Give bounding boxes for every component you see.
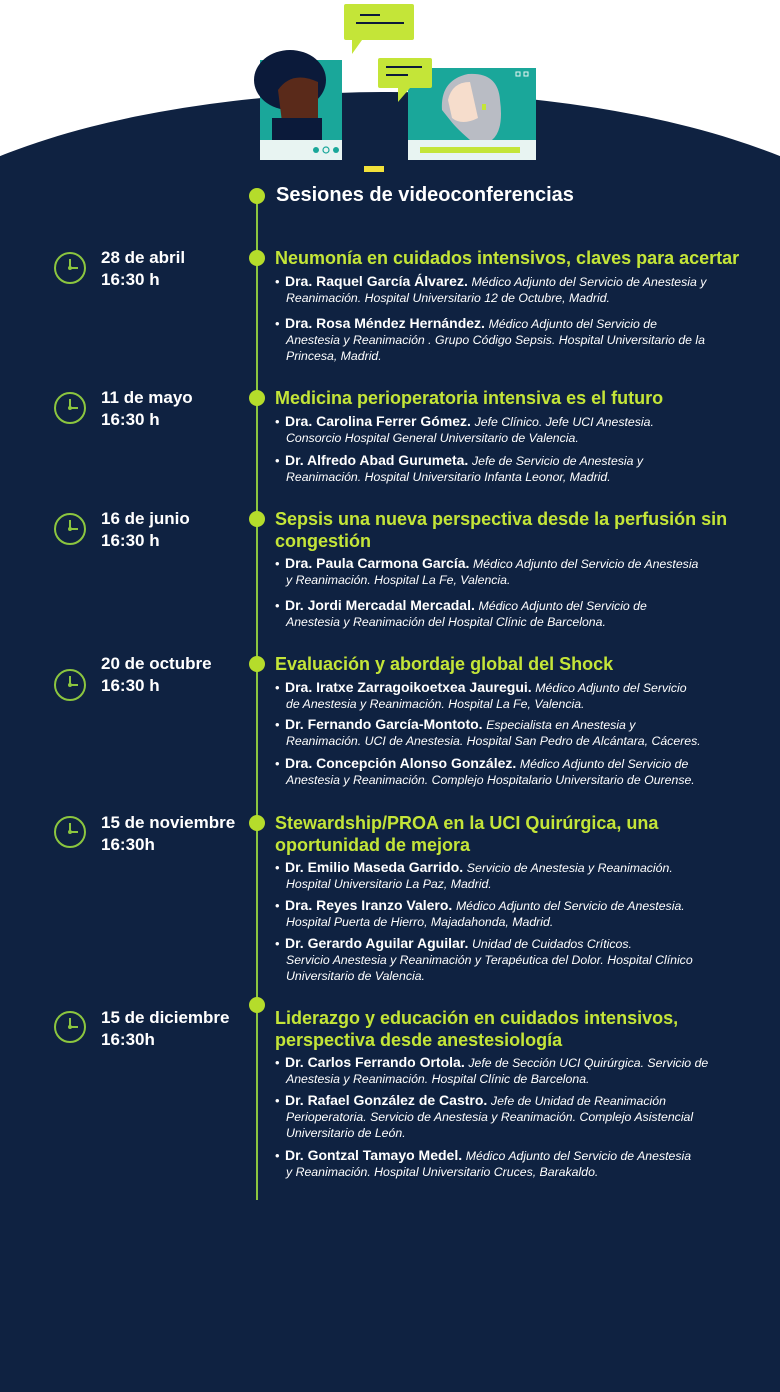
session-date: 15 de diciembre [101, 1008, 230, 1027]
speaker-item [275, 273, 735, 306]
session-title: Evaluación y abordaje global del Shock [275, 654, 614, 674]
speaker-name: Dr. Carlos Ferrando Ortola. [285, 1054, 465, 1070]
speaker-item [275, 1054, 735, 1087]
timeline-line [256, 196, 258, 1200]
speaker-item [275, 452, 735, 485]
speaker-desc: Anestesia y Reanimación del Hospital Clínic de Barcelona. [286, 615, 606, 629]
speaker-desc: Universitario de Valencia. [286, 969, 425, 983]
speaker-desc: Médico Adjunto del Servicio de Anestesia [465, 1149, 692, 1163]
clock-icon [52, 1009, 88, 1045]
session-time: 16:30h [101, 835, 155, 854]
speaker-desc: Anestesia y Reanimación. Hospital Clínic de Barcelona. [286, 1072, 590, 1086]
bullet-icon: • [275, 598, 280, 613]
speaker-desc: Jefe de Servicio de Anestesia y [471, 454, 644, 468]
bullet-icon: • [275, 898, 280, 913]
speaker-desc: Médico Adjunto del Servicio de [478, 599, 647, 613]
speaker-item [275, 897, 735, 930]
bullet-icon: • [275, 936, 280, 951]
speaker-desc: Jefe Clínico. Jefe UCI Anestesia. [474, 415, 654, 429]
speaker-desc: Médico Adjunto del Servicio de Anestesia [473, 557, 699, 571]
speaker-item [275, 859, 735, 892]
speaker-name: Dr. Jordi Mercadal Mercadal. [285, 597, 475, 613]
speaker-name: Dr. Alfredo Abad Gurumeta. [285, 452, 469, 468]
speaker-name: Dra. Paula Carmona García. [285, 555, 470, 571]
session-date: 28 de abril [101, 248, 186, 267]
session-title: Neumonía en cuidados intensivos, claves para acertar [275, 248, 740, 268]
left-video-screen [254, 50, 342, 160]
speaker-desc: Especialista en Anestesia y [486, 718, 636, 732]
bullet-icon: • [275, 274, 280, 289]
speaker-desc: Médico Adjunto del Servicio de Anestesia. [455, 899, 685, 913]
clock-icon [52, 250, 88, 286]
timeline-dot [249, 511, 265, 527]
decorative-bar [364, 166, 384, 172]
speaker-desc: Universitario de León. [286, 1126, 406, 1140]
speaker-desc: Perioperatoria. Servicio de Anestesia y Reanimación. Complejo Asistencial [286, 1110, 694, 1124]
timeline-dot [249, 390, 265, 406]
speaker-desc: Reanimación. UCI de Anestesia. Hospital San Pedro de Alcántara, Cáceres. [286, 734, 701, 748]
speaker-desc: Princesa, Madrid. [286, 349, 382, 363]
speaker-item [275, 935, 735, 984]
speaker-desc: Anestesia y Reanimación . Grupo Código Sepsis. Hospital Universitario de la [286, 333, 705, 347]
speaker-desc: Hospital Puerta de Hierro, Majadahonda, Madrid. [286, 915, 554, 929]
timeline-dot-header [249, 188, 265, 204]
bullet-icon: • [275, 717, 280, 732]
bullet-icon: • [275, 860, 280, 875]
speaker-desc: Consorcio Hospital General Universitario de Valencia. [286, 431, 579, 445]
speaker-name: Dra. Raquel García Álvarez. [285, 273, 468, 289]
speech-bubble-left [344, 4, 414, 54]
speaker-name: Dra. Iratxe Zarragoikoetxea Jauregui. [285, 679, 532, 695]
bullet-icon: • [275, 453, 280, 468]
speaker-name: Dra. Concepción Alonso González. [285, 755, 517, 771]
session-time: 16:30 h [101, 410, 160, 429]
speaker-desc: Servicio de Anestesia y Reanimación. [466, 861, 673, 875]
speaker-name: Dr. Fernando García-Montoto. [285, 716, 483, 732]
speaker-item [275, 315, 735, 364]
clock-icon [52, 390, 88, 426]
speaker-desc: Médico Adjunto del Servicio [535, 681, 687, 695]
speaker-desc: Jefe de Unidad de Reanimación [490, 1094, 666, 1108]
bullet-icon: • [275, 756, 280, 771]
session-date: 16 de junio [101, 509, 190, 528]
speaker-name: Dra. Rosa Méndez Hernández. [285, 315, 485, 331]
speaker-name: Dr. Gerardo Aguilar Aguilar. [285, 935, 469, 951]
speaker-desc: Reanimación. Hospital Universitario 12 de Octubre, Madrid. [286, 291, 610, 305]
speaker-name: Dr. Rafael González de Castro. [285, 1092, 488, 1108]
speaker-desc: Unidad de Cuidados Críticos. [471, 937, 632, 951]
speaker-name: Dra. Carolina Ferrer Gómez. [285, 413, 471, 429]
bullet-icon: • [275, 1093, 280, 1108]
speaker-item [275, 597, 735, 630]
speaker-desc: Médico Adjunto del Servicio de [519, 757, 689, 771]
speaker-desc: de Anestesia y Reanimación. Hospital La Fe, Valencia. [286, 697, 585, 711]
speaker-desc: y Reanimación. Hospital Universitario Cruces, Barakaldo. [286, 1165, 599, 1179]
speaker-desc: Reanimación. Hospital Universitario Infanta Leonor, Madrid. [286, 470, 611, 484]
speaker-desc: Hospital Universitario La Paz, Madrid. [286, 877, 492, 891]
timeline-dot [249, 656, 265, 672]
timeline-dot [249, 250, 265, 266]
bullet-icon: • [275, 556, 280, 571]
bullet-icon: • [275, 316, 280, 331]
page-title: Sesiones de videoconferencias [276, 184, 574, 206]
clock-icon [52, 814, 88, 850]
speaker-desc: Médico Adjunto del Servicio de [488, 317, 657, 331]
speaker-item [275, 1092, 735, 1141]
session-time: 16:30h [101, 1030, 155, 1049]
speaker-name: Dr. Gontzal Tamayo Medel. [285, 1147, 463, 1163]
clock-icon [52, 667, 88, 703]
speaker-name: Dra. Reyes Iranzo Valero. [285, 897, 453, 913]
speaker-desc: Médico Adjunto del Servicio de Anestesia y [471, 275, 707, 289]
speaker-item [275, 413, 735, 446]
bullet-icon: • [275, 414, 280, 429]
bullet-icon: • [275, 1148, 280, 1163]
bullet-icon: • [275, 1055, 280, 1070]
session-time: 16:30 h [101, 676, 160, 695]
speaker-item [275, 1147, 735, 1180]
speaker-name: Dr. Emilio Maseda Garrido. [285, 859, 464, 875]
clock-icon [52, 511, 88, 547]
speaker-item [275, 716, 735, 749]
speaker-item [275, 555, 735, 588]
speaker-desc: Jefe de Sección UCI Quirúrgica. Servicio de [468, 1056, 709, 1070]
session-date: 20 de octubre [101, 654, 212, 673]
session-date: 15 de noviembre [101, 813, 236, 832]
bullet-icon: • [275, 680, 280, 695]
videoconference-illustration [0, 0, 780, 200]
session-title: Medicina perioperatoria intensiva es el futuro [275, 388, 664, 408]
speaker-desc: y Reanimación. Hospital La Fe, Valencia. [286, 573, 511, 587]
session-time: 16:30 h [101, 270, 160, 289]
session-date: 11 de mayo [101, 388, 193, 407]
timeline-dot [249, 815, 265, 831]
session-title: Liderazgo y educación en cuidados intensivos, perspectiva desde anestesiología [275, 1008, 679, 1050]
speaker-item [275, 679, 735, 712]
session-title: Stewardship/PROA en la UCI Quirúrgica, una oportunidad de mejora [275, 813, 659, 855]
speaker-item [275, 755, 735, 788]
speaker-desc: Anestesia y Reanimación. Complejo Hospitalario Universitario de Ourense. [286, 773, 695, 787]
session-time: 16:30 h [101, 531, 160, 550]
session-title: Sepsis una nueva perspectiva desde la perfusión sin congestión [275, 509, 728, 551]
speaker-desc: Servicio Anestesia y Reanimación y Terapéutica del Dolor. Hospital Clínico [286, 953, 693, 967]
timeline-dot [249, 997, 265, 1013]
